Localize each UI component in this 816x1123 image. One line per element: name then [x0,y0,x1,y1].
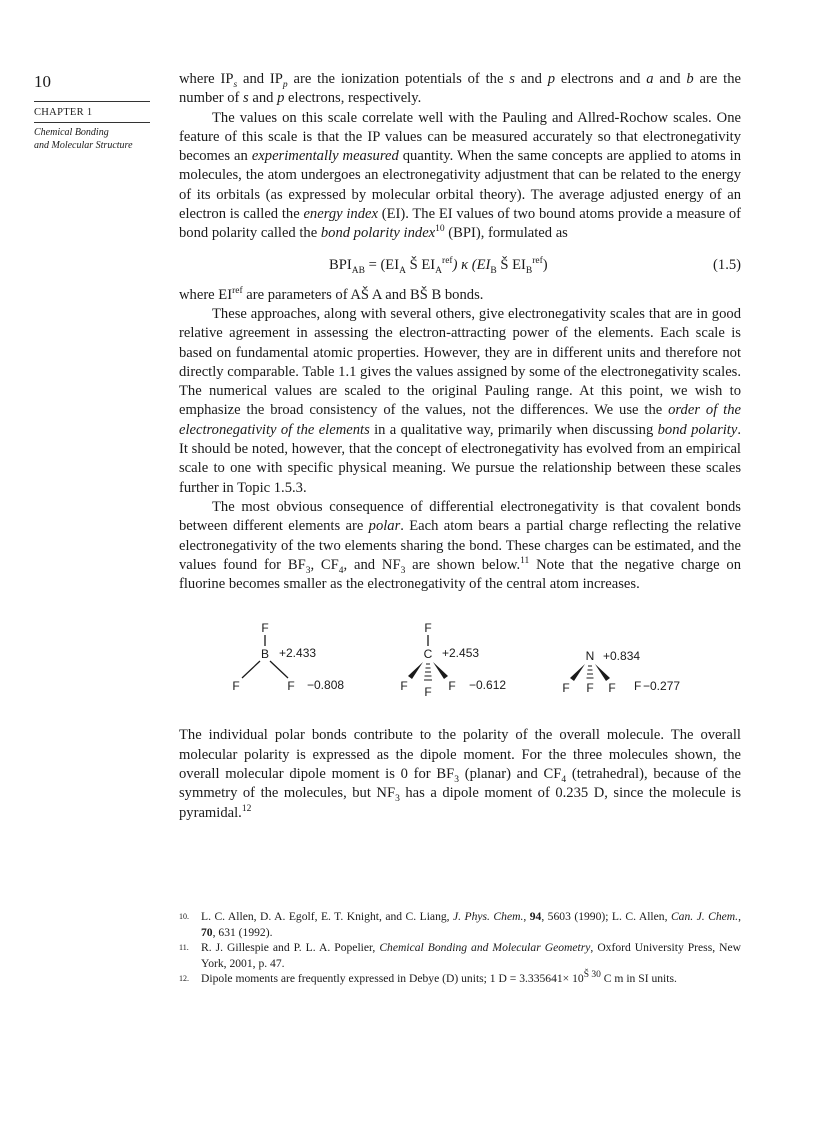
nf3-nitrogen: N [585,649,595,664]
nf3-f-right: F [608,681,616,696]
cf4-f-charge: −0.612 [469,678,507,693]
equation-number: (1.5) [713,256,741,273]
paragraph: The individual polar bonds contribute to the polarity of the overall molecule. The overall molecular polarity is expressed as the dipole moment. For the three molecules shown, the overall molecular dipole moment is 0 for $BF_3$ (planar) and $CF_4$ (tetrahedral), because of the symmetry of the molecules, but $NF_3$ has a dipole moment of 0.235 D, since the molecule is pyramidal.$^{12}$ [179,727,741,821]
paragraph: The values on this scale correlate well with the Pauling and Allred-Rochow scales. One feature of this scale is that the IP values can be measured accurately so that electronegativity becomes an experimentally measured quantity. When the same concepts are applied to atoms in molecules, the atom undergoes an electronegativity adjustment that can be related to the energy of its orbitals (as expressed by molecular orbital theory). The average adjusted energy of an electron is called the energy index (EI). The EI values of two bound atoms provide a measure of bond polarity called the bond polarity index$^{10}$ (BPI), formulated as [179,109,741,242]
citation-ref[interactable]: 10 [435,224,445,235]
bf3-top-f: F [261,621,269,636]
citation-ref[interactable]: 12 [241,803,252,814]
body-text [179,70,741,823]
cf4-molecule [400,621,506,699]
bf3-right-f: F [287,679,295,694]
citation-ref[interactable]: 11 [520,555,530,566]
cf4-c-charge: +2.453 [442,646,480,661]
page-number: 10 [34,72,51,91]
bf3-molecule [232,621,344,693]
chapter-label: CHAPTER 1 [34,107,93,118]
nf3-f-middle: F [586,681,594,696]
margin-rule [34,122,150,123]
equation-1-5: $BPI_{AB} = (EI_A$ Š $EI_A^{ref}$) κ ($EI_B$ Š $EI_B^{ref}$) (1.5) [329,255,741,276]
chapter-title-line: and Molecular Structure [34,140,133,151]
molecule-diagrams [179,604,741,714]
margin-rule [34,101,150,102]
nf3-f-charge: −0.277 [643,679,681,694]
paragraph: These approaches, along with several others, give electronegativity scales that are in good relative agreement in assessing the electron-attracting power of the elements. Each scale is based on fundamental atomic properties. However, they are in different units and therefore not directly comparable. Table 1.1 gives the values assigned by some of the electronegativity scales. The numerical values are scaled to the original Pauling range. At this point, we wish to emphasize the broad consistency of the values, not the differences. We use the order of the electronegativity of the elements in a qualitative way, primarily when discussing bond polarity. It should be noted, however, that the concept of electronegativity has evolved from an empirical scale to one with specific physical meaning. We pursue the relationship between these scales further in Topic 1.5.3. [179,305,742,496]
footnote-12: 12. Dipole moments are frequently expressed in Debye (D) units; 1 $D = 3.335641\times 10^{Š 30}$ C m in SI units. [179,970,677,986]
nf3-molecule [562,649,680,695]
chapter-title [34,126,133,152]
cf4-bottom-f: F [424,685,432,700]
nf3-n-charge: +0.834 [603,649,641,664]
nf3-f-left: F [562,681,570,696]
paragraph: The most obvious consequence of differential electronegativity is that covalent bonds between different elements are polar. Each atom bears a partial charge reflecting the relative electronegativity of the two elements sharing the bond. These charges can be estimated, and the values found for $BF_3$, $CF_4$, and $NF_3$ are shown below.$^{11}$ Note that the negative charge on fluorine becomes smaller as the electronegativity of the central atom increases. [179,498,741,593]
cf4-right-f: F [448,679,456,694]
paragraph: where $EI^{ref}$ are parameters of AŠ A and BŠ B bonds. [179,285,484,303]
footnote-11: 11. R. J. Gillespie and P. L. A. Popelier, Chemical Bonding and Molecular Geometry, Oxford University Press, New York, 2001, p. 47. [179,941,741,970]
bf3-left-f: F [232,679,240,694]
bf3-f-charge: −0.808 [307,678,345,693]
cf4-left-f: F [400,679,408,694]
nf3-f-label: F [634,679,642,694]
chapter-title-line: Chemical Bonding [34,127,109,138]
cf4-top-f: F [424,621,432,636]
bf3-boron: B [260,647,270,662]
charge-figure [179,604,741,714]
paragraph: where $IP_s$ and $IP_p$ are the ionization potentials of the s and p electrons and a and b are the number of s and p electrons, respectively. [179,71,741,107]
footnote-10: 10. L. C. Allen, D. A. Egolf, E. T. Knight, and C. Liang, J. Phys. Chem., 94, 5603 (1990); L. C. Allen, Can. J. Chem., 70, 631 (1992). [179,910,741,939]
bf3-b-charge: +2.433 [279,646,317,661]
cf4-carbon: C [423,647,433,662]
footnotes [179,909,741,987]
